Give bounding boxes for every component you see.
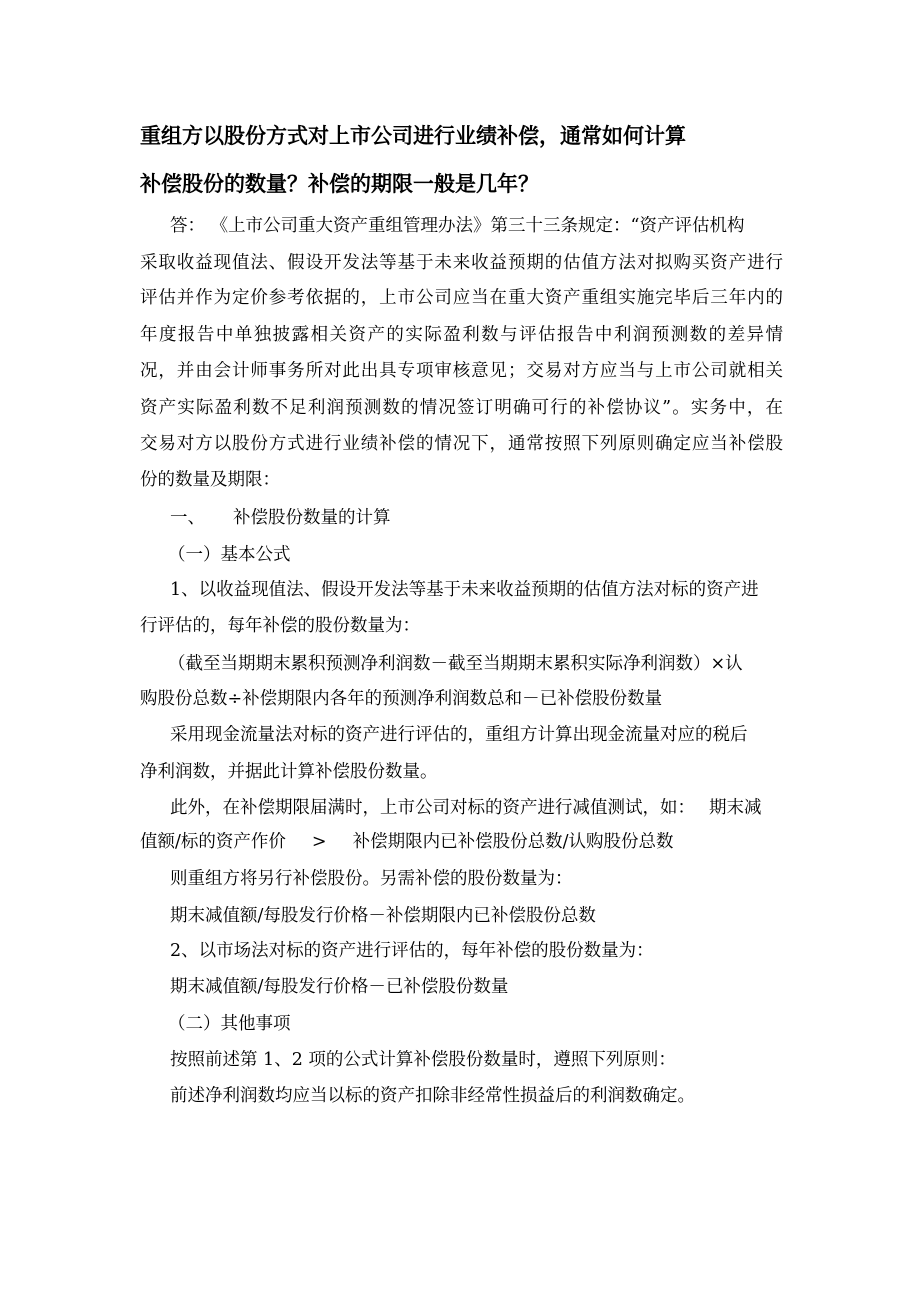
- rule-one-line: 前述净利润数均应当以标的资产扣除非经常性损益后的利润数确定。: [170, 1086, 695, 1106]
- impairment-text: 此外，在补偿期限届满时，上市公司对标的资产进行减值测试，如：: [170, 798, 695, 818]
- cashflow-line-2: 净利润数，并据此计算补偿股份数量。: [140, 762, 438, 782]
- section-one-number: 一、: [170, 508, 205, 528]
- item2-line: 2、以市场法对标的资产进行评估的，每年补偿的股份数量为：: [170, 941, 654, 961]
- section-one-title: 补偿股份数量的计算: [233, 508, 391, 528]
- formula3-line: 期末减值额/每股发行价格－已补偿股份数量: [170, 977, 509, 997]
- cashflow-line-1: 采用现金流量法对标的资产进行评估的，重组方计算出现金流量对应的税后: [170, 725, 748, 745]
- item1-line-1: 1、以收益现值法、假设开发法等基于未来收益预期的估值方法对标的资产进: [170, 580, 759, 600]
- item1-line-2: 行评估的，每年补偿的股份数量为：: [140, 616, 420, 636]
- subsection-two-heading: （二）其他事项: [168, 1014, 291, 1034]
- subsection-one-heading: （一）基本公式: [168, 545, 291, 565]
- impairment-left: 值额/标的资产作价: [140, 832, 286, 852]
- title-line-2: 补偿股份的数量？补偿的期限一般是几年？: [140, 172, 539, 196]
- title-line-1: 重组方以股份方式对上市公司进行业绩补偿，通常如何计算: [140, 124, 686, 148]
- impairment-operator: >: [311, 832, 327, 852]
- formula2-line: 期末减值额/每股发行价格－补偿期限内已补偿股份总数: [170, 906, 596, 926]
- impairment-line-2: [140, 829, 673, 855]
- answer-line-8: 份的数量及期限：: [140, 470, 280, 490]
- answer-line-2: 采取收益现值法、假设开发法等基于未来收益预期的估值方法对拟购买资产进行: [140, 253, 783, 273]
- section-one-heading: [170, 505, 391, 531]
- answer-line-7: 交易对方以股份方式进行业绩补偿的情况下，通常按照下列原则确定应当补偿股: [140, 434, 783, 454]
- impairment-line-1: [170, 795, 762, 821]
- answer-line-3: 评估并作为定价参考依据的，上市公司应当在重大资产重组实施完毕后三年内的: [140, 288, 783, 308]
- answer-line-5: 况，并由会计师事务所对此出具专项审核意见；交易对方应当与上市公司就相关: [140, 361, 783, 381]
- rule-intro-line: 按照前述第 1、2 项的公式计算补偿股份数量时，遵照下列原则：: [170, 1050, 676, 1070]
- answer-line-6: 资产实际盈利数不足利润预测数的情况签订明确可行的补偿协议”。实务中，在: [140, 398, 783, 418]
- answer-line-4: 年度报告中单独披露相关资产的实际盈利数与评估报告中利润预测数的差异情: [140, 325, 783, 345]
- impairment-tail: 期末减: [709, 798, 762, 818]
- impairment-right: 补偿期限内已补偿股份总数/认购股份总数: [352, 832, 674, 852]
- formula1-line-2: 购股份总数÷补偿期限内各年的预测净利润数总和－已补偿股份数量: [140, 689, 663, 709]
- extra-compensation-line: 则重组方将另行补偿股份。另需补偿的股份数量为：: [170, 869, 573, 889]
- answer-line-1: 答： 《上市公司重大资产重组管理办法》第三十三条规定：“资产评估机构: [170, 216, 745, 236]
- formula1-line-1: （截至当期期末累积预测净利润数－截至当期期末累积实际净利润数）×认: [168, 654, 743, 674]
